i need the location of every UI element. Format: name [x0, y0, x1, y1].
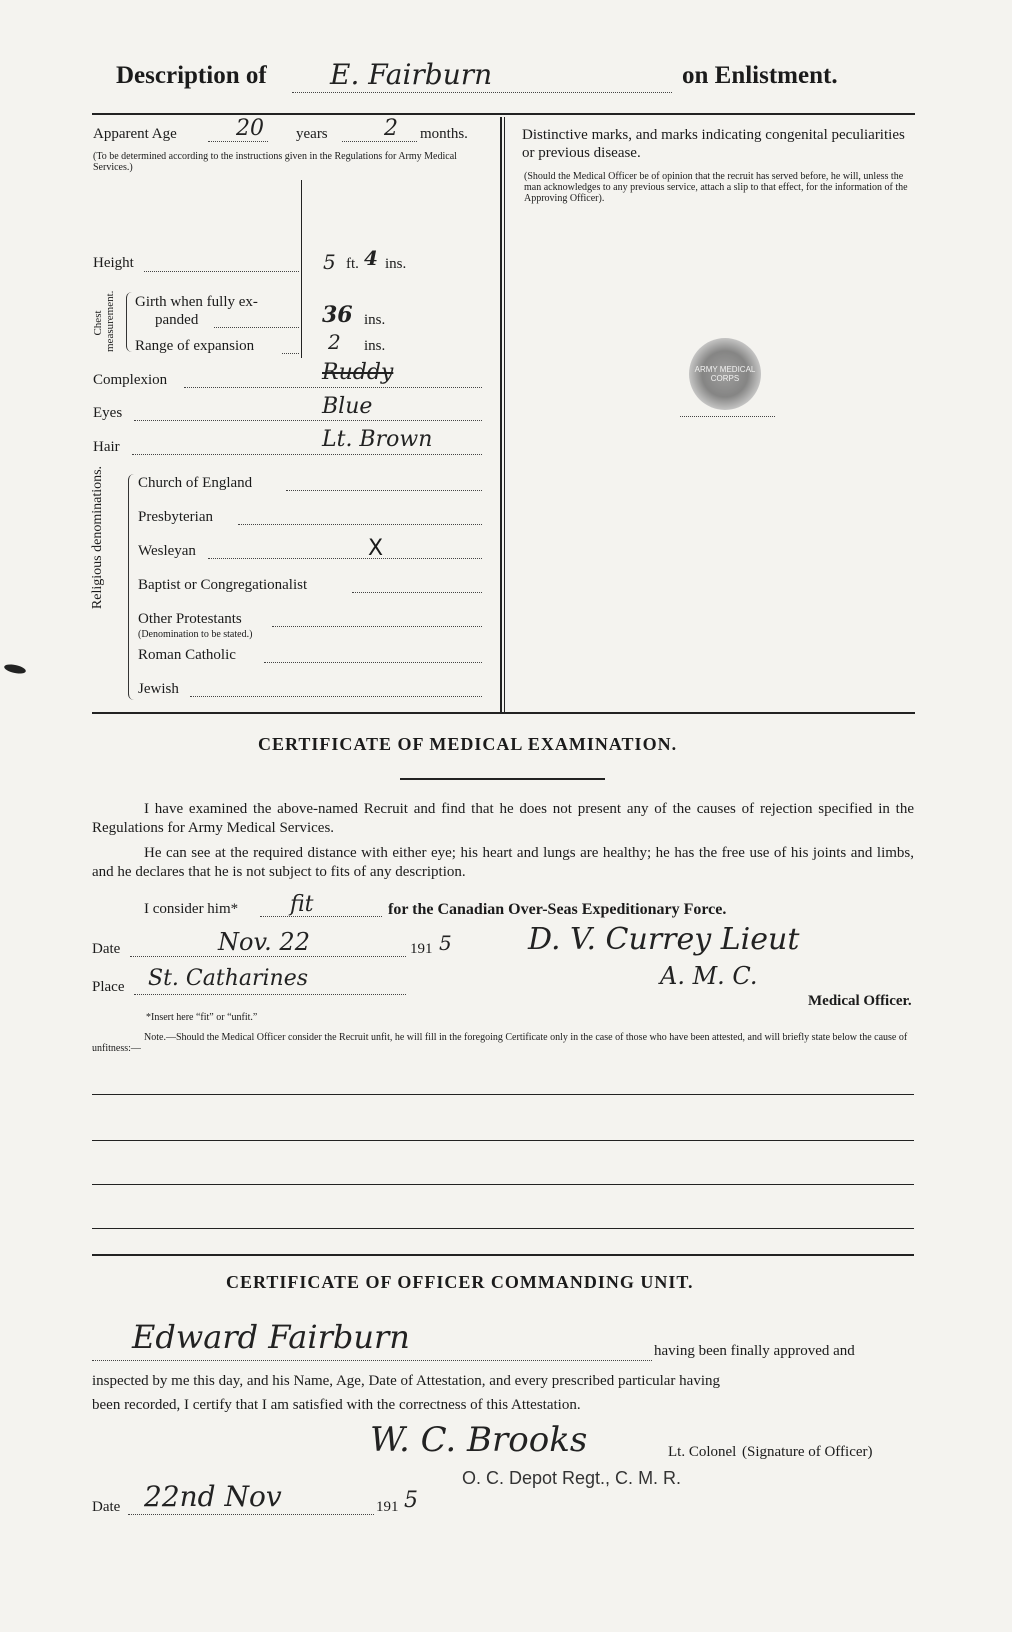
religion-line: [238, 524, 482, 525]
distinctive-marks-note: (Should the Medical Officer be of opinion that the recruit has served before, he will, unless the man acknowledges to any previous service, attach a slip to that effect, for the information of the Approving Officer).: [524, 171, 908, 204]
column-divider-a: [500, 117, 502, 713]
range-value: 2: [328, 330, 341, 354]
religion-line: [208, 558, 482, 559]
unfitness-line: [92, 1184, 914, 1185]
medical-title-rule: [400, 778, 605, 780]
medical-paragraph-2: He can see at the required distance with either eye; his heart and lungs are healthy; he has the free use of his joints and limbs, and he declares that he is not subject to fits of any description.: [92, 845, 914, 880]
column-divider-b: [504, 117, 505, 713]
header-prefix: Description of: [116, 62, 267, 89]
age-note: (To be determined according to the instructions given in the Regulations for Army Medical Services.): [93, 151, 457, 173]
eyes-value: Blue: [322, 394, 373, 419]
medical-place-label: Place: [92, 979, 125, 995]
medical-paragraph-1: I have examined the above-named Recruit and find that he does not present any of the causes of rejection specified in the Regulations for Army Medical Services.: [92, 801, 914, 836]
complexion-line: [184, 387, 482, 388]
commanding-officer-signature: W. C. Brooks: [370, 1420, 588, 1460]
recruit-name-value: Edward Fairburn: [132, 1318, 410, 1356]
chest-brace: [126, 292, 133, 352]
header-suffix: on Enlistment.: [682, 62, 838, 89]
religion-wesleyan: Wesleyan: [138, 543, 196, 559]
height-ft-value: 5: [323, 250, 336, 274]
religion-presbyterian: Presbyterian: [138, 509, 213, 525]
wesleyan-mark: X: [368, 536, 384, 561]
medical-place-line: [134, 994, 406, 995]
unfit-note: Note.—Should the Medical Officer consider the Recruit unfit, he will fill in the foregoing Certificate only in the case of those who have been attested, and will briefly state below the cause of unfitness:—: [92, 1032, 908, 1054]
complexion-label: Complexion: [93, 372, 168, 388]
religion-jewish: Jewish: [138, 681, 179, 697]
height-in-value: 4: [364, 246, 378, 270]
section-rule-2: [92, 1254, 914, 1256]
hair-line: [132, 454, 482, 455]
commanding-date-value: 22nd Nov: [144, 1480, 282, 1513]
range-label: Range of expansion: [135, 338, 255, 354]
commanding-date-label: Date: [92, 1499, 121, 1515]
recorded-text: been recorded, I certify that I am satisfied with the correctness of this Attestation.: [92, 1397, 581, 1413]
distinctive-marks-heading: Distinctive marks, and marks indicating congenital peculiarities or previous disease.: [522, 127, 905, 161]
commanding-year-printed: 191: [376, 1499, 399, 1515]
apparent-age-label: Apparent Age: [93, 126, 177, 142]
range-line: [282, 353, 299, 354]
religions-brace: [128, 474, 137, 700]
other-protestants-note: (Denomination to be stated.): [138, 629, 253, 640]
medical-year-printed: 191: [410, 941, 433, 957]
medical-corps-stamp: [689, 338, 761, 410]
complexion-value: Ruddy: [322, 360, 394, 385]
medical-date-label: Date: [92, 941, 121, 957]
commanding-title: CERTIFICATE OF OFFICER COMMANDING UNIT.: [226, 1272, 694, 1292]
religion-baptist: Baptist or Congregationalist: [138, 577, 308, 593]
medical-officer-signature: D. V. Currey Lieut: [528, 922, 800, 957]
religions-label: Religious denominations.: [90, 465, 105, 610]
medical-officer-unit: A. M. C.: [660, 962, 758, 990]
eyes-line: [134, 420, 482, 421]
hair-value: Lt. Brown: [322, 427, 433, 452]
scan-blemish: [3, 663, 26, 675]
unfitness-line: [92, 1140, 914, 1141]
medical-officer-label: Medical Officer.: [808, 993, 912, 1009]
measure-divider: [301, 180, 302, 358]
age-years-value: 20: [236, 116, 264, 141]
girth-label-2: panded: [155, 312, 199, 328]
girth-value: 36: [322, 302, 353, 328]
insert-note: *Insert here “fit” or “unfit.”: [146, 1012, 258, 1023]
header-name: E. Fairburn: [330, 58, 493, 91]
medical-year-value: 5: [439, 931, 452, 955]
ft-label: ft.: [346, 256, 359, 272]
range-unit: ins.: [364, 338, 386, 354]
unit-stamp: O. C. Depot Regt., C. M. R.: [462, 1468, 682, 1488]
consider-prefix: I consider him*: [144, 901, 239, 917]
medical-date-value: Nov. 22: [218, 928, 310, 956]
girth-line: [214, 327, 299, 328]
religion-line: [272, 626, 482, 627]
signature-of-officer-label: (Signature of Officer): [742, 1444, 873, 1460]
religion-line: [352, 592, 482, 593]
unfitness-line: [92, 1094, 914, 1095]
age-months-value: 2: [384, 116, 398, 141]
religion-line: [286, 490, 482, 491]
girth-label-1: Girth when fully ex-: [135, 294, 258, 310]
chest-label: Chest measurement.: [92, 290, 116, 352]
stamp-line: [680, 416, 775, 417]
age-months-line: [342, 141, 417, 142]
inspected-text: inspected by me this day, and his Name, Age, Date of Attestation, and every prescribed particular having: [92, 1373, 721, 1389]
religion-line: [190, 696, 482, 697]
consider-suffix: for the Canadian Over-Seas Expeditionary Force.: [388, 901, 727, 918]
commanding-date-line: [128, 1514, 374, 1515]
commanding-year-value: 5: [404, 1488, 418, 1513]
unfitness-line: [92, 1228, 914, 1229]
medical-title: CERTIFICATE OF MEDICAL EXAMINATION.: [258, 734, 678, 754]
medical-place-value: St. Catharines: [148, 966, 309, 991]
header-rule: [92, 113, 915, 115]
religion-church-of-england: Church of England: [138, 475, 253, 491]
commanding-rank: Lt. Colonel: [668, 1444, 737, 1460]
header-name-line: [292, 92, 672, 93]
stamp-text: ARMY MEDICAL CORPS: [694, 365, 756, 383]
months-label: months.: [420, 126, 468, 142]
religion-other-protestants: Other Protestants: [138, 611, 242, 627]
age-years-line: [208, 141, 268, 142]
section-rule: [92, 712, 915, 714]
girth-unit: ins.: [364, 312, 386, 328]
eyes-label: Eyes: [93, 405, 123, 421]
religion-roman-catholic: Roman Catholic: [138, 647, 236, 663]
height-label: Height: [93, 255, 134, 271]
medical-date-line: [130, 956, 406, 957]
recruit-name-line: [92, 1360, 652, 1361]
consider-line: [260, 916, 382, 917]
religion-line: [264, 662, 482, 663]
hair-label: Hair: [93, 439, 120, 455]
height-line: [144, 271, 299, 272]
consider-value: fit: [290, 892, 314, 917]
approved-text: having been finally approved and: [654, 1343, 855, 1359]
years-label: years: [296, 126, 328, 142]
ins-label: ins.: [385, 256, 407, 272]
